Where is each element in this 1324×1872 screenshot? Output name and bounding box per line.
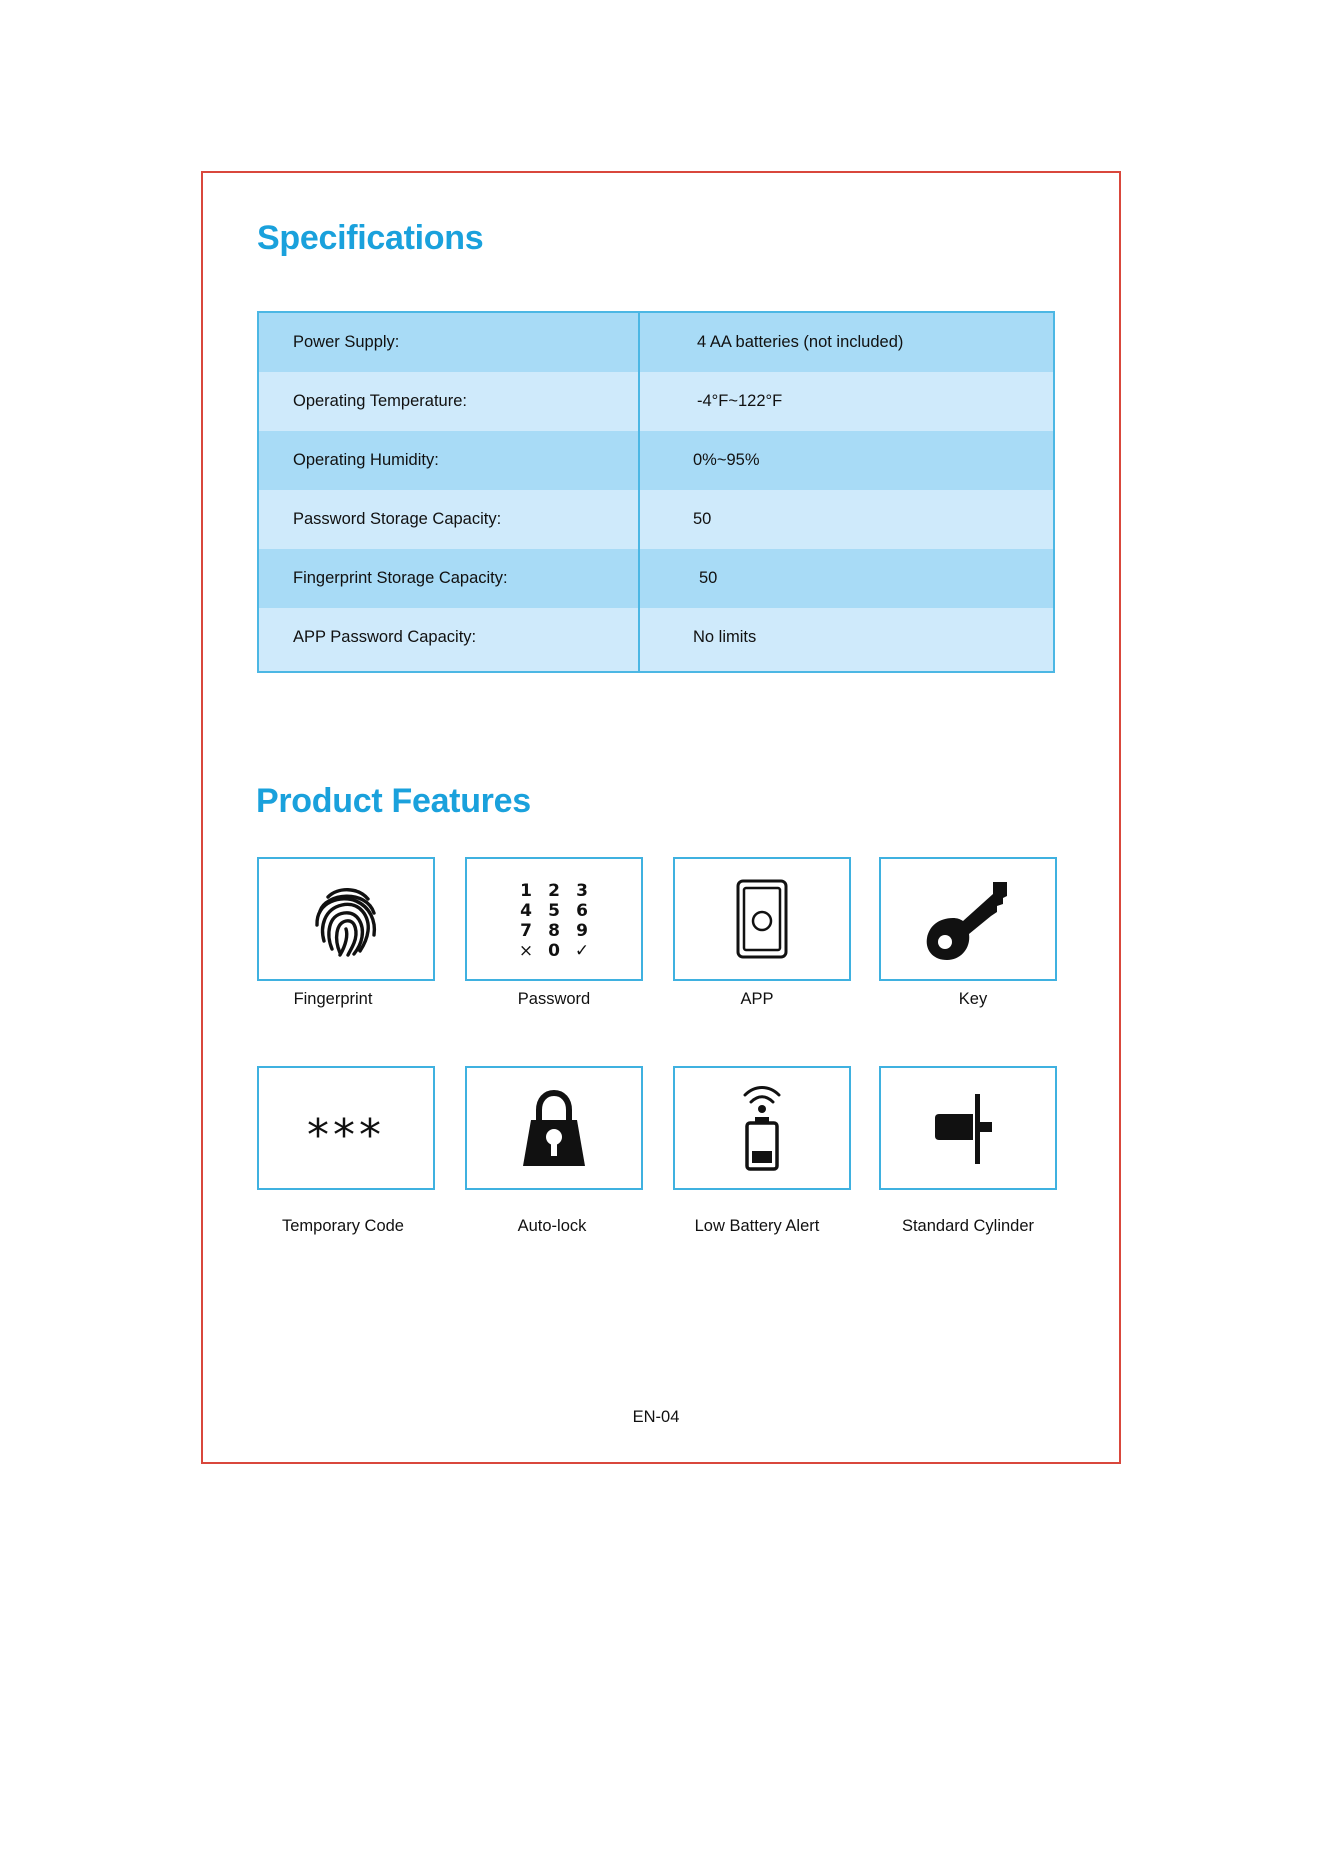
spec-label: Password Storage Capacity: [293,510,502,528]
feature-password [465,857,643,981]
feature-auto-lock [465,1066,643,1190]
spec-value: 4 AA batteries (not included) [697,333,904,351]
product-features-title: Product Features [256,782,531,820]
feature-label: Password [517,990,591,1008]
feature-label: APP [740,990,774,1008]
specifications-title: Specifications [257,219,484,257]
svg-text:6: 6 [576,901,588,921]
spec-value: 50 [699,569,718,587]
fingerprint-icon [306,879,386,959]
svg-text:4: 4 [520,901,532,921]
feature-standard-cylinder [879,1066,1057,1190]
page-frame [201,171,1121,1464]
feature-label: Temporary Code [282,1217,404,1235]
table-row [259,549,1053,608]
svg-text:×: × [518,941,534,959]
keypad-icon [514,879,594,959]
feature-label: Key [958,990,988,1008]
phone-icon [732,877,792,961]
feature-app [673,857,851,981]
spec-label: APP Password Capacity: [293,628,477,646]
feature-low-battery-alert [673,1066,851,1190]
feature-label: Standard Cylinder [901,1217,1035,1235]
svg-text:5: 5 [548,901,560,921]
spec-label: Operating Humidity: [293,451,439,469]
table-row [259,490,1053,549]
cylinder-icon [933,1088,1003,1168]
low-battery-icon [737,1083,787,1173]
feature-label: Auto-lock [517,1217,587,1235]
svg-text:2: 2 [548,881,560,901]
table-column-divider [638,313,640,671]
svg-text:9: 9 [576,921,588,941]
svg-text:3: 3 [576,881,588,901]
spec-label: Fingerprint Storage Capacity: [293,569,508,587]
feature-fingerprint [257,857,435,981]
svg-text:✓: ✓ [574,941,590,959]
spec-label: Power Supply: [293,333,400,351]
asterisks-icon: *** [307,1110,385,1161]
feature-key [879,857,1057,981]
table-row [259,313,1053,372]
feature-label: Low Battery Alert [694,1217,820,1235]
page-number: EN-04 [632,1408,680,1426]
table-row [259,372,1053,431]
spec-value: 0%~95% [693,451,760,469]
spec-value: -4°F~122°F [697,392,783,410]
table-row [259,431,1053,490]
svg-text:8: 8 [548,921,560,941]
feature-label: Fingerprint [293,990,373,1008]
spec-value: 50 [693,510,712,528]
padlock-icon [519,1088,589,1168]
svg-text:1: 1 [520,881,532,901]
key-icon [923,876,1013,962]
spec-label: Operating Temperature: [293,392,467,410]
feature-temporary-code [257,1066,435,1190]
specifications-table [257,311,1055,673]
svg-text:7: 7 [520,921,532,941]
table-row [259,608,1053,671]
spec-value: No limits [693,628,757,646]
svg-text:0: 0 [548,941,560,959]
